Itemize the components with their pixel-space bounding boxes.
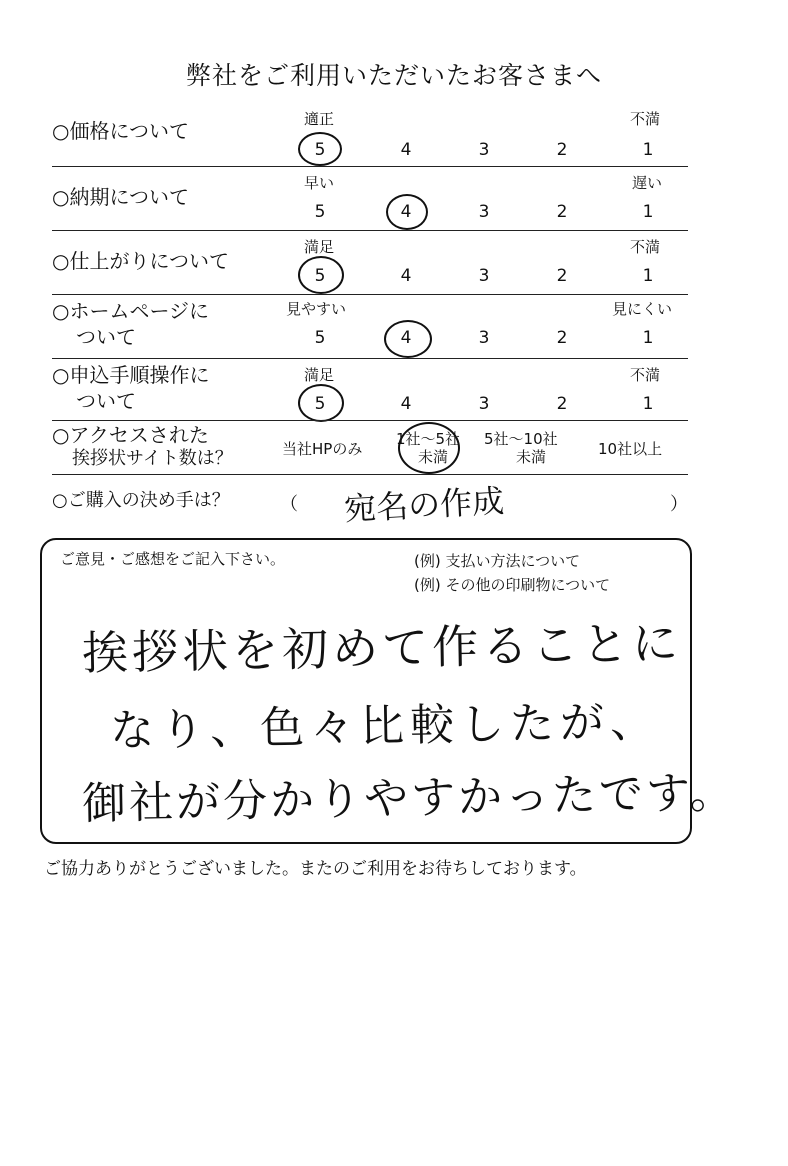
divider bbox=[52, 230, 688, 231]
question-procedure-option-1[interactable]: 1 bbox=[642, 394, 654, 414]
question-procedure-option-2[interactable]: 2 bbox=[556, 394, 568, 414]
question-access-label-line2: 挨拶状サイト数は？ bbox=[72, 448, 233, 469]
question-homepage-option-1[interactable]: 1 bbox=[642, 328, 654, 348]
open-paren: （ bbox=[280, 494, 298, 515]
question-finish-option-2[interactable]: 2 bbox=[556, 266, 568, 286]
question-finish-left-label: 満足 bbox=[304, 238, 335, 256]
question-price-option-3[interactable]: 3 bbox=[478, 140, 490, 160]
close-paren: ） bbox=[670, 494, 688, 515]
divider bbox=[52, 420, 688, 421]
question-delivery-option-2[interactable]: 2 bbox=[556, 202, 568, 222]
selected-mark-homepage bbox=[384, 320, 432, 358]
question-finish-right-label: 不満 bbox=[630, 238, 661, 256]
closing-message: ご協力ありがとうございました。またのご利用をお待ちしております。 bbox=[44, 859, 587, 879]
question-finish-option-3[interactable]: 3 bbox=[478, 266, 490, 286]
comment-example-2: (例) その他の印刷物について bbox=[414, 576, 611, 594]
divider bbox=[52, 474, 688, 475]
question-delivery-option-5[interactable]: 5 bbox=[314, 202, 326, 222]
access-option-5-10-line2[interactable]: 未満 bbox=[516, 448, 547, 466]
question-finish-option-1[interactable]: 1 bbox=[642, 266, 654, 286]
question-delivery-right-label: 遅い bbox=[632, 174, 663, 192]
selected-mark-price bbox=[298, 132, 342, 166]
question-delivery-option-1[interactable]: 1 bbox=[642, 202, 654, 222]
question-price-label: ○価格について bbox=[52, 119, 190, 143]
question-price-option-5[interactable]: 5 bbox=[314, 140, 326, 160]
divider bbox=[52, 166, 688, 167]
handwritten-comment-line-3: 御社が分かりやすかったです。 bbox=[81, 767, 737, 830]
question-price-option-4[interactable]: 4 bbox=[400, 140, 412, 160]
question-finish-option-5[interactable]: 5 bbox=[314, 266, 326, 286]
question-delivery-label: ○納期について bbox=[52, 185, 190, 209]
question-price-option-2[interactable]: 2 bbox=[556, 140, 568, 160]
access-option-1-5-line1[interactable]: 1社～5社 bbox=[396, 430, 461, 448]
question-purchase-label: ○ご購入の決め手は？ bbox=[52, 490, 230, 511]
question-procedure-option-4[interactable]: 4 bbox=[400, 394, 412, 414]
question-price-option-1[interactable]: 1 bbox=[642, 140, 654, 160]
question-access-label-line1: ○アクセスされた bbox=[52, 423, 209, 447]
question-procedure-option-5[interactable]: 5 bbox=[314, 394, 326, 414]
access-option-10-plus[interactable]: 10社以上 bbox=[598, 440, 663, 458]
question-homepage-option-5[interactable]: 5 bbox=[314, 328, 326, 348]
selected-mark-access bbox=[398, 422, 460, 474]
comment-example-1: (例) 支払い方法について bbox=[414, 552, 581, 570]
handwritten-comment-line-2: なり、色々比較したが、 bbox=[109, 696, 661, 757]
question-delivery-option-4[interactable]: 4 bbox=[400, 202, 412, 222]
question-homepage-option-2[interactable]: 2 bbox=[556, 328, 568, 348]
divider bbox=[52, 358, 688, 359]
question-homepage-label-line2: ついて bbox=[76, 325, 136, 349]
selected-mark-delivery bbox=[386, 194, 428, 230]
question-homepage-option-3[interactable]: 3 bbox=[478, 328, 490, 348]
access-option-1-5-line2[interactable]: 未満 bbox=[418, 448, 449, 466]
question-homepage-left-label: 見やすい bbox=[286, 300, 347, 318]
question-procedure-right-label: 不満 bbox=[630, 366, 661, 384]
comment-heading: ご意見・ご感想をご記入下さい。 bbox=[60, 550, 286, 568]
question-price-left-label: 適正 bbox=[304, 110, 335, 128]
handwritten-comment-line-1: 挨拶状を初めて作ることに bbox=[81, 615, 683, 681]
question-homepage-option-4[interactable]: 4 bbox=[400, 328, 412, 348]
question-procedure-left-label: 満足 bbox=[304, 366, 335, 384]
access-option-own-site[interactable]: 当社HPのみ bbox=[282, 440, 363, 458]
question-procedure-label-line2: ついて bbox=[76, 389, 136, 413]
question-procedure-option-3[interactable]: 3 bbox=[478, 394, 490, 414]
selected-mark-finish bbox=[298, 256, 344, 294]
handwritten-purchase-answer: 宛名の作成 bbox=[343, 481, 506, 529]
question-homepage-right-label: 見にくい bbox=[612, 300, 673, 318]
question-procedure-label-line1: ○申込手順操作に bbox=[52, 363, 210, 387]
access-option-5-10-line1[interactable]: 5社～10社 bbox=[484, 430, 558, 448]
question-delivery-left-label: 早い bbox=[304, 174, 335, 192]
question-finish-label: ○仕上がりについて bbox=[52, 249, 230, 273]
question-finish-option-4[interactable]: 4 bbox=[400, 266, 412, 286]
question-homepage-label-line1: ○ホームページに bbox=[52, 299, 210, 323]
selected-mark-procedure bbox=[298, 384, 344, 422]
question-price-right-label: 不満 bbox=[630, 110, 661, 128]
question-delivery-option-3[interactable]: 3 bbox=[478, 202, 490, 222]
divider bbox=[52, 294, 688, 295]
page-title: 弊社をご利用いただいたお客さまへ bbox=[185, 61, 602, 90]
